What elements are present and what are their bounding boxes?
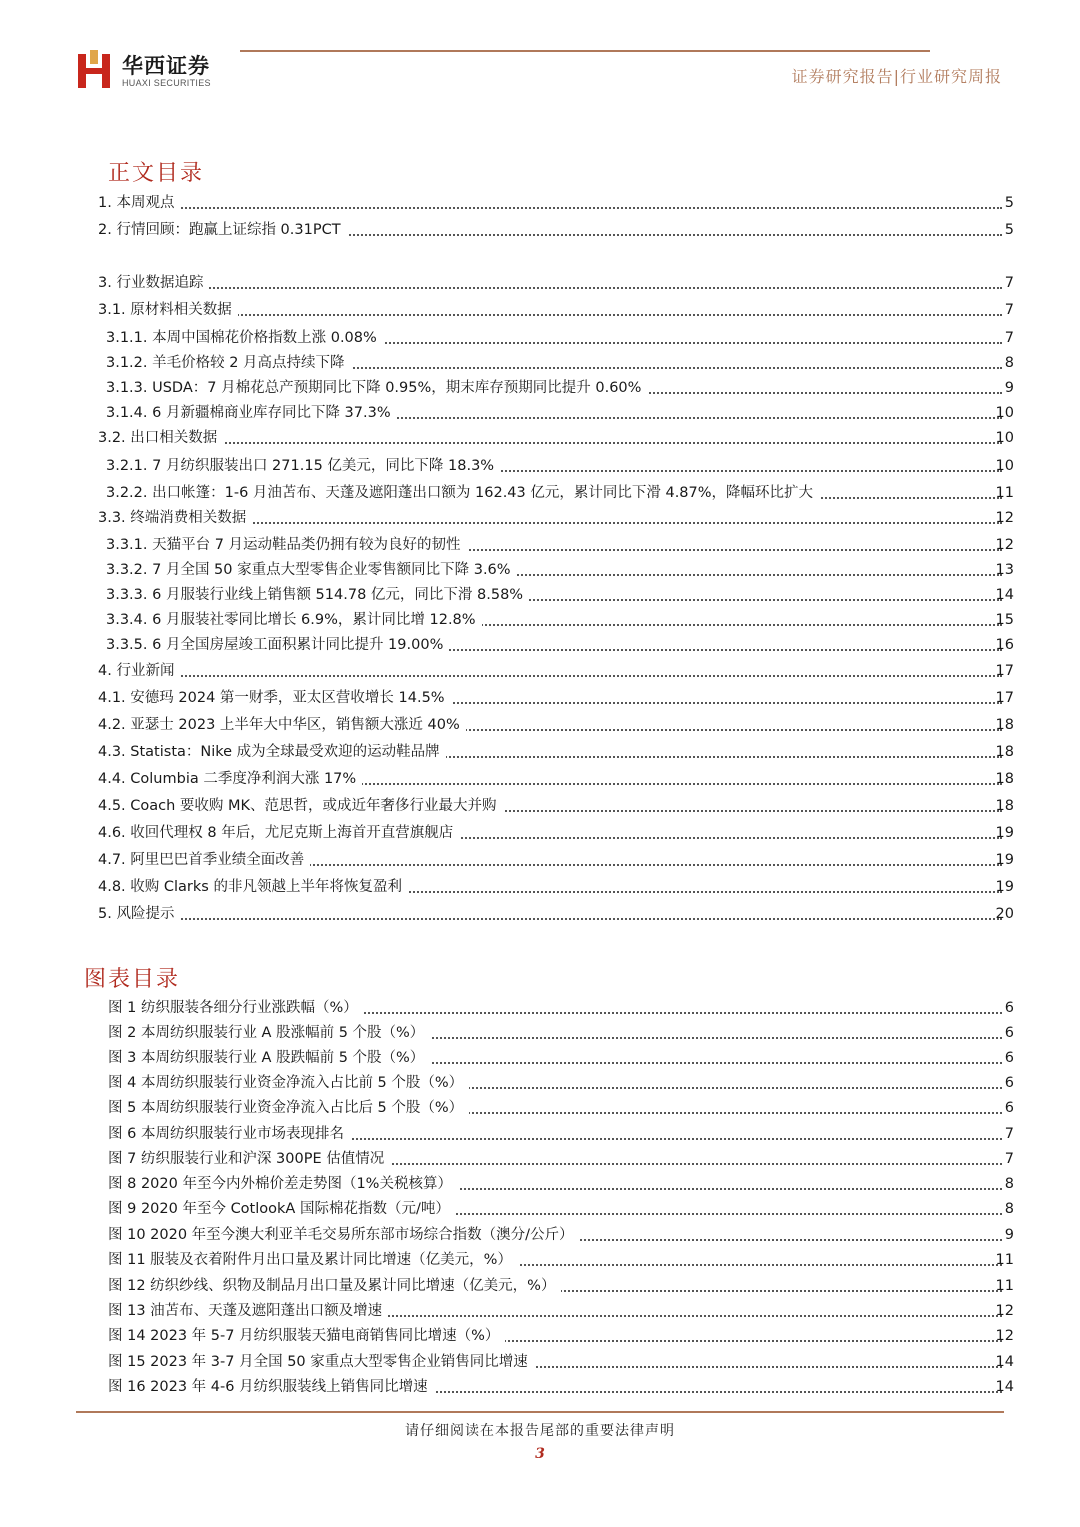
figure-leader — [108, 1300, 1002, 1322]
toc-entry-page: 12 — [995, 537, 1014, 553]
toc-entry-page: 18 — [995, 744, 1014, 760]
figure-entry-page: 7 — [1004, 1151, 1014, 1167]
toc-entry-title: 3.3. 终端消费相关数据 — [98, 507, 252, 529]
toc-entry-page: 7 — [1004, 302, 1014, 318]
figure-leader — [108, 1072, 1002, 1094]
toc-entry-page: 10 — [995, 458, 1014, 474]
toc-entry-page: 15 — [995, 612, 1014, 628]
toc-leader — [98, 299, 1002, 321]
figure-entry-page: 6 — [1004, 1050, 1014, 1066]
footer-divider — [76, 1411, 1004, 1413]
toc-leader — [98, 660, 1002, 682]
figure-entry-title: 图 14 2023 年 5-7 月纺织服装天猫电商销售同比增速（%） — [108, 1325, 505, 1347]
figure-entry-page: 6 — [1004, 1100, 1014, 1116]
toc-entry[interactable] — [0, 687, 1080, 709]
figure-entry[interactable] — [0, 1022, 1080, 1044]
figure-entry-page: 6 — [1004, 1025, 1014, 1041]
toc-entry[interactable] — [0, 634, 1080, 656]
figure-entry[interactable] — [0, 1224, 1080, 1246]
figure-entry[interactable] — [0, 1249, 1080, 1271]
toc-leader — [106, 534, 1002, 556]
toc-entry[interactable] — [0, 903, 1080, 925]
page-number: 3 — [535, 1446, 545, 1462]
toc-leader — [98, 741, 1002, 763]
toc-entry-page: 7 — [1004, 275, 1014, 291]
figure-entry-title: 图 4 本周纺织服装行业资金净流入占比前 5 个股（%） — [108, 1072, 469, 1094]
toc-leader — [98, 903, 1002, 925]
toc-entry-page: 18 — [995, 798, 1014, 814]
toc-leader — [106, 352, 1002, 374]
toc-entry-title: 3.1.3. USDA：7 月棉花总产预期同比下降 0.95%，期末库存预期同比提升 0.60% — [106, 377, 647, 399]
figure-entry-title: 图 7 纺织服装行业和沪深 300PE 估值情况 — [108, 1148, 390, 1170]
figure-entry-page: 12 — [995, 1303, 1014, 1319]
toc-entry-title: 3.3.2. 7 月全国 50 家重点大型零售企业零售额同比下降 3.6% — [106, 559, 517, 581]
toc-leader — [98, 876, 1002, 898]
toc-entry-title: 1. 本周观点 — [98, 192, 180, 214]
figure-entry-title: 图 16 2023 年 4-6 月纺织服装线上销售同比增速 — [108, 1376, 434, 1398]
toc-leader — [106, 402, 1002, 424]
toc-leader — [98, 427, 1002, 449]
toc-leader — [98, 768, 1002, 790]
figure-entry-page: 14 — [995, 1354, 1014, 1370]
figure-entry[interactable] — [0, 1173, 1080, 1195]
toc-entry[interactable] — [0, 584, 1080, 606]
toc-entry[interactable] — [0, 741, 1080, 763]
dot-leader — [98, 442, 1002, 444]
toc-entry-title: 3.1.2. 羊毛价格较 2 月高点持续下降 — [106, 352, 351, 374]
figure-entry[interactable] — [0, 1047, 1080, 1069]
toc-entry[interactable] — [0, 507, 1080, 529]
toc-entry-title: 4.6. 收回代理权 8 年后，尤尼克斯上海首开直营旗舰店 — [98, 822, 459, 844]
figure-entry[interactable] — [0, 1275, 1080, 1297]
figure-entry-title: 图 2 本周纺织服装行业 A 股涨幅前 5 个股（%） — [108, 1022, 430, 1044]
toc-entry-title: 3.2. 出口相关数据 — [98, 427, 223, 449]
figure-leader — [108, 1249, 1002, 1271]
toc-entry[interactable] — [0, 559, 1080, 581]
dot-leader — [98, 918, 1002, 920]
toc-entry-title: 3.2.2. 出口帐篷：1-6 月油苫布、天蓬及遮阳蓬出口额为 162.43 亿元，累计同比下滑 4.87%，降幅环比扩大 — [106, 482, 819, 504]
page-header — [76, 44, 1006, 100]
figure-entry-title: 图 8 2020 年至今内外棉价差走势图（1%关税核算） — [108, 1173, 458, 1195]
figure-entry-title: 图 9 2020 年至今 CotlookA 国际棉花指数（元/吨） — [108, 1198, 456, 1220]
toc-entry[interactable] — [0, 299, 1080, 321]
figure-leader — [108, 1325, 1002, 1347]
toc-entry-page: 10 — [995, 405, 1014, 421]
toc-entry[interactable] — [0, 795, 1080, 817]
toc-entry-page: 20 — [995, 906, 1014, 922]
toc-entry-page: 19 — [995, 879, 1014, 895]
figure-entry-title: 图 15 2023 年 3-7 月全国 50 家重点大型零售企业销售同比增速 — [108, 1351, 534, 1373]
figure-entry-title: 图 5 本周纺织服装行业资金净流入占比后 5 个股（%） — [108, 1097, 469, 1119]
toc-entry[interactable] — [0, 482, 1080, 504]
toc-entry-title: 3.3.4. 6 月服装社零同比增长 6.9%，累计同比增 12.8% — [106, 609, 482, 631]
toc-leader — [98, 795, 1002, 817]
figure-entry[interactable] — [0, 1300, 1080, 1322]
dot-leader — [98, 207, 1002, 209]
toc-leader — [98, 192, 1002, 214]
toc-title: 正文目录 — [108, 161, 205, 186]
figure-entry-page: 11 — [995, 1252, 1014, 1268]
toc-entry[interactable] — [0, 660, 1080, 682]
toc-entry-page: 9 — [1004, 380, 1014, 396]
toc-leader — [98, 507, 1002, 529]
toc-leader — [98, 849, 1002, 871]
figure-entry[interactable] — [0, 1376, 1080, 1398]
figure-entry-page: 14 — [995, 1379, 1014, 1395]
figure-entry[interactable] — [0, 1198, 1080, 1220]
toc-entry-page: 19 — [995, 825, 1014, 841]
toc-entry-title: 5. 风险提示 — [98, 903, 180, 925]
figure-entry-page: 11 — [995, 1278, 1014, 1294]
toc-leader — [98, 822, 1002, 844]
toc-entry-title: 4.4. Columbia 二季度净利润大涨 17% — [98, 768, 362, 790]
toc-entry-title: 4.1. 安德玛 2024 第一财季，亚太区营收增长 14.5% — [98, 687, 451, 709]
toc-entry-title: 4.5. Coach 要收购 MK、范思哲，或成近年奢侈行业最大并购 — [98, 795, 503, 817]
report-type: 证券研究报告|行业研究周报 — [791, 67, 1002, 86]
figure-leader — [108, 1022, 1002, 1044]
figure-leader — [108, 1173, 1002, 1195]
legal-notice: 请仔细阅读在本报告尾部的重要法律声明 — [405, 1423, 675, 1439]
figure-entry-title: 图 13 油苫布、天蓬及遮阳蓬出口额及增速 — [108, 1300, 388, 1322]
figure-leader — [108, 1198, 1002, 1220]
toc-entry[interactable] — [0, 876, 1080, 898]
toc-entry[interactable] — [0, 534, 1080, 556]
toc-entry-title: 3.1.1. 本周中国棉花价格指数上涨 0.08% — [106, 327, 383, 349]
dot-leader — [98, 287, 1002, 289]
toc-entry[interactable] — [0, 822, 1080, 844]
figure-entry[interactable] — [0, 1072, 1080, 1094]
toc-entry-title: 3.1.4. 6 月新疆棉商业库存同比下降 37.3% — [106, 402, 397, 424]
toc-entry[interactable] — [0, 427, 1080, 449]
figure-entry-page: 8 — [1004, 1201, 1014, 1217]
toc-entry[interactable] — [0, 714, 1080, 736]
toc-entry-title: 4.3. Statista：Nike 成为全球最受欢迎的运动鞋品牌 — [98, 741, 446, 763]
figure-entry-page: 6 — [1004, 1000, 1014, 1016]
toc-entry-title: 4.8. 收购 Clarks 的非凡领越上半年将恢复盈利 — [98, 876, 408, 898]
figure-entry-title: 图 3 本周纺织服装行业 A 股跌幅前 5 个股（%） — [108, 1047, 430, 1069]
toc-leader — [106, 482, 1002, 504]
figure-entry-page: 12 — [995, 1328, 1014, 1344]
figure-leader — [108, 1047, 1002, 1069]
brand-name-en: HUAXI SECURITIES — [122, 78, 211, 88]
figure-entry[interactable] — [0, 997, 1080, 1019]
toc-entry-title: 3.1. 原材料相关数据 — [98, 299, 238, 321]
figure-entry-title: 图 12 纺织纱线、织物及制品月出口量及累计同比增速（亿美元，%） — [108, 1275, 561, 1297]
figure-leader — [108, 1097, 1002, 1119]
toc-entry-page: 18 — [995, 771, 1014, 787]
toc-entry-title: 3. 行业数据追踪 — [98, 272, 209, 294]
figure-entry-title: 图 1 纺织服装各细分行业涨跌幅（%） — [108, 997, 364, 1019]
toc-entry[interactable] — [0, 219, 1080, 241]
toc-entry-page: 5 — [1004, 222, 1014, 238]
toc-entry-title: 4.7. 阿里巴巴首季业绩全面改善 — [98, 849, 310, 871]
toc-entry[interactable] — [0, 272, 1080, 294]
figure-entry-page: 6 — [1004, 1075, 1014, 1091]
figure-entry[interactable] — [0, 1123, 1080, 1145]
dot-leader — [98, 675, 1002, 677]
toc-leader — [106, 584, 1002, 606]
toc-entry[interactable] — [0, 377, 1080, 399]
toc-entry-title: 3.3.5. 6 月全国房屋竣工面积累计同比提升 19.00% — [106, 634, 449, 656]
toc-entry-page: 5 — [1004, 195, 1014, 211]
toc-entry-title: 4.2. 亚瑟士 2023 上半年大中华区，销售额大涨近 40% — [98, 714, 466, 736]
toc-entry-page: 14 — [995, 587, 1014, 603]
figure-leader — [108, 1351, 1002, 1373]
header-divider — [240, 50, 930, 52]
figure-leader — [108, 1224, 1002, 1246]
toc-entry[interactable] — [0, 455, 1080, 477]
figure-entry-title: 图 10 2020 年至今澳大利亚羊毛交易所东部市场综合指数（澳分/公斤） — [108, 1224, 580, 1246]
figure-entry-page: 9 — [1004, 1227, 1014, 1243]
toc-entry-title: 2. 行情回顾：跑赢上证综指 0.31PCT — [98, 219, 347, 241]
toc-leader — [106, 327, 1002, 349]
figure-entry[interactable] — [0, 1097, 1080, 1119]
figure-leader — [108, 1376, 1002, 1398]
toc-entry-page: 7 — [1004, 330, 1014, 346]
toc-leader — [98, 219, 1002, 241]
toc-entry-page: 17 — [995, 663, 1014, 679]
figure-entry-title: 图 11 服装及衣着附件月出口量及累计同比增速（亿美元，%） — [108, 1249, 518, 1271]
toc-entry[interactable] — [0, 768, 1080, 790]
toc-entry-page: 13 — [995, 562, 1014, 578]
figure-leader — [108, 1148, 1002, 1170]
toc-entry-page: 8 — [1004, 355, 1014, 371]
toc-entry-page: 17 — [995, 690, 1014, 706]
figure-leader — [108, 1275, 1002, 1297]
toc-entry[interactable] — [0, 402, 1080, 424]
toc-entry-title: 3.2.1. 7 月纺织服装出口 271.15 亿美元，同比下降 18.3% — [106, 455, 500, 477]
toc-entry[interactable] — [0, 192, 1080, 214]
toc-entry-title: 4. 行业新闻 — [98, 660, 180, 682]
toc-entry-title: 3.3.1. 天猫平台 7 月运动鞋品类仍拥有较为良好的韧性 — [106, 534, 467, 556]
toc-entry-page: 19 — [995, 852, 1014, 868]
brand-name-cn: 华西证券 — [122, 54, 210, 78]
toc-entry-title: 3.3.3. 6 月服装行业线上销售额 514.78 亿元，同比下滑 8.58% — [106, 584, 529, 606]
toc-leader — [106, 377, 1002, 399]
figure-entry[interactable] — [0, 1351, 1080, 1373]
toc-entry-page: 12 — [995, 510, 1014, 526]
toc-entry-page: 16 — [995, 637, 1014, 653]
figure-leader — [108, 997, 1002, 1019]
toc-entry[interactable] — [0, 327, 1080, 349]
toc-leader — [106, 559, 1002, 581]
figures-title: 图表目录 — [84, 967, 181, 992]
toc-entry[interactable] — [0, 849, 1080, 871]
figure-entry-page: 8 — [1004, 1176, 1014, 1192]
huaxi-logo-icon — [76, 50, 112, 90]
toc-entry-page: 11 — [995, 485, 1014, 501]
toc-leader — [106, 455, 1002, 477]
toc-leader — [106, 609, 1002, 631]
figure-entry[interactable] — [0, 1148, 1080, 1170]
figure-entry-title: 图 6 本周纺织服装行业市场表现排名 — [108, 1123, 350, 1145]
toc-leader — [106, 634, 1002, 656]
figure-leader — [108, 1123, 1002, 1145]
figure-entry-page: 7 — [1004, 1126, 1014, 1142]
figure-entry[interactable] — [0, 1325, 1080, 1347]
toc-entry-page: 10 — [995, 430, 1014, 446]
toc-leader — [98, 687, 1002, 709]
toc-entry-page: 18 — [995, 717, 1014, 733]
toc-leader — [98, 714, 1002, 736]
toc-leader — [98, 272, 1002, 294]
toc-entry[interactable] — [0, 609, 1080, 631]
toc-entry[interactable] — [0, 352, 1080, 374]
